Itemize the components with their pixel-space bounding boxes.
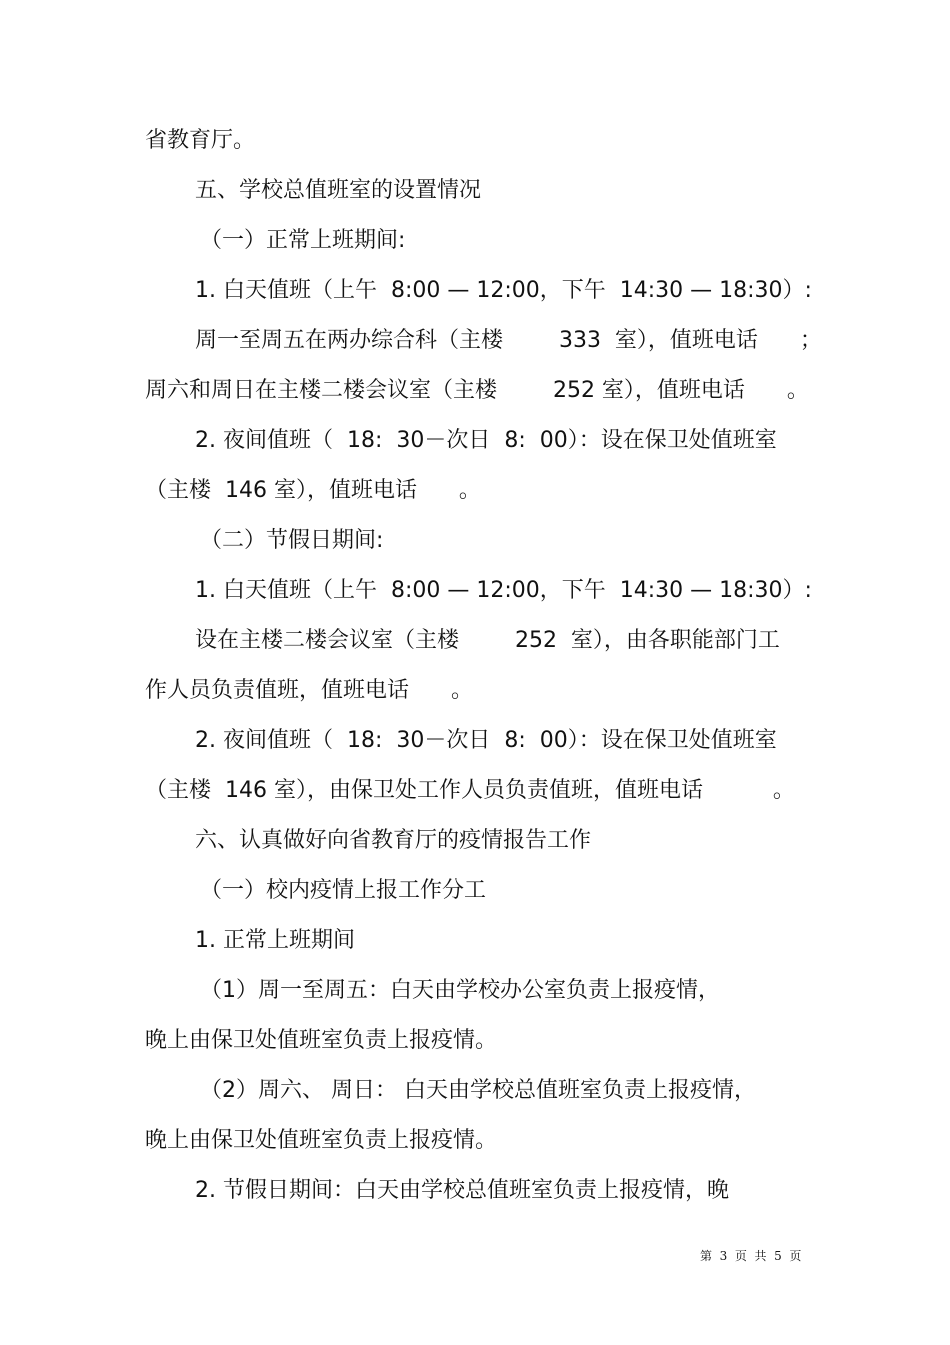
text-line-21: 晚上由保卫处值班室负责上报疫情。	[145, 1128, 498, 1153]
text-line-17: 1. 正常上班期间	[195, 928, 355, 953]
subsection-heading-division: （一）校内疫情上报工作分工	[200, 878, 487, 903]
text-line-18: （1）周一至周五：白天由学校办公室负责上报疫情，	[200, 978, 720, 1003]
text-line-4: 1. 白天值班（上午 8:00 — 12:00，下午 14:30 — 18:30）:	[195, 278, 812, 303]
text-line-1: 省教育厅。	[145, 128, 256, 153]
text-line-12: 作人员负责值班，值班电话 。	[145, 678, 473, 703]
text-line-10: 1. 白天值班（上午 8:00 — 12:00，下午 14:30 — 18:30）:	[195, 578, 812, 603]
subsection-heading-normal: （一）正常上班期间:	[200, 228, 406, 253]
text-line-11: 设在主楼二楼会议室（主楼 252 室），由各职能部门工	[195, 628, 780, 653]
text-line-8: （主楼 146 室），值班电话 。	[145, 478, 481, 503]
page-footer: 第 3 页 共 5 页	[700, 1249, 802, 1263]
text-line-6: 周六和周日在主楼二楼会议室（主楼 252 室），值班电话 。	[145, 378, 809, 403]
section-heading-five: 五、学校总值班室的设置情况	[195, 178, 482, 203]
text-line-19: 晚上由保卫处值班室负责上报疫情。	[145, 1028, 498, 1053]
text-line-5: 周一至周五在两办综合科（主楼 333 室），值班电话 ；	[195, 328, 822, 353]
text-line-22: 2. 节假日期间：白天由学校总值班室负责上报疫情，晚	[195, 1178, 729, 1203]
text-line-20: （2）周六、 周日： 白天由学校总值班室负责上报疫情，	[200, 1078, 756, 1103]
text-line-14: （主楼 146 室），由保卫处工作人员负责值班，值班电话 。	[145, 778, 795, 803]
text-line-13: 2. 夜间值班（ 18: 30－次日 8: 00）：设在保卫处值班室	[195, 728, 777, 753]
text-line-7: 2. 夜间值班（ 18: 30－次日 8: 00）：设在保卫处值班室	[195, 428, 777, 453]
section-heading-six: 六、认真做好向省教育厅的疫情报告工作	[195, 828, 592, 853]
subsection-heading-holiday: （二）节假日期间:	[200, 528, 384, 553]
